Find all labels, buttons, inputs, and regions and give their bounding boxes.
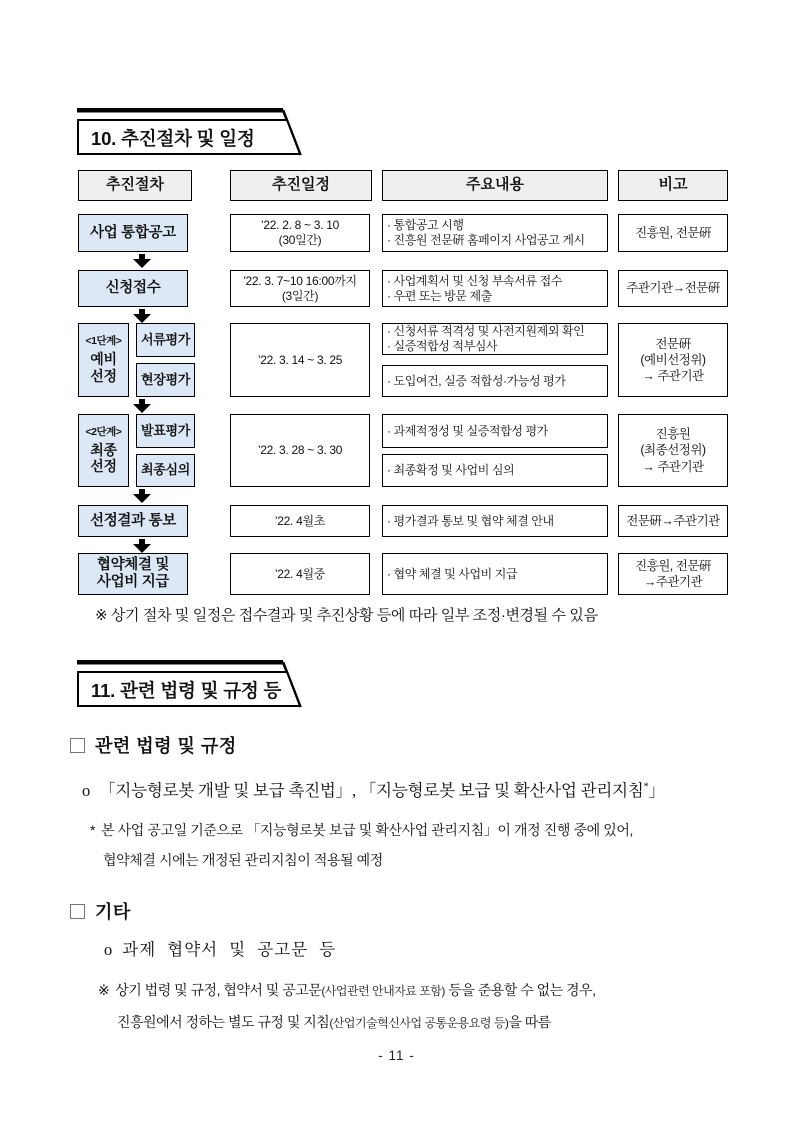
- row-application: [78, 270, 730, 307]
- row-agreement: [78, 553, 730, 595]
- remark-line: 전문硏: [655, 336, 691, 351]
- remark-cell: [618, 414, 728, 487]
- remark-cell: [618, 553, 728, 595]
- substage-final-review: 최종심의: [136, 454, 195, 487]
- content-cell: [382, 414, 608, 448]
- row-result-notification: [78, 505, 730, 537]
- header-content: 주요내용: [382, 170, 608, 201]
- schedule-line: (3일간): [281, 288, 319, 303]
- schedule-cell: [230, 270, 370, 307]
- content-line: · 실증적합성 적부심사: [387, 339, 498, 353]
- table-note: ※ 상기 절차 및 일정은 접수결과 및 추진상황 등에 따라 일부 조정·변경될 수 있음: [95, 607, 598, 624]
- content-cell: [382, 365, 608, 397]
- schedule-cell: ’22. 3. 14 ~ 3. 25: [230, 323, 370, 397]
- content-line: · 과제적정성 및 실증적합성 평가: [387, 423, 548, 438]
- content-line: · 평가결과 통보 및 협약 체결 안내: [387, 513, 554, 528]
- remark-cell: 전문硏→주관기관: [618, 505, 728, 537]
- content-line: · 우편 또는 방문 제출: [387, 288, 492, 303]
- content-line: · 도입여건, 실증 적합성·가능성 평가: [387, 373, 566, 388]
- content-cell: [382, 454, 608, 487]
- row-announcement: [78, 214, 730, 252]
- remark-cell: [618, 323, 728, 397]
- schedule-line: (30일간): [278, 233, 322, 247]
- content-line: · 진흥원 전문硏 홈페이지 사업공고 게시: [387, 233, 585, 247]
- section11-title: 11. 관련 법령 및 규정 등: [91, 680, 282, 701]
- footnote-marker: *: [90, 822, 96, 838]
- stage-line: 협약체결 및: [96, 556, 170, 573]
- square-bullet-icon: [70, 738, 85, 753]
- down-arrow: [132, 399, 152, 413]
- content-line: · 협약 체결 및 사업비 지급: [387, 566, 518, 581]
- remark-line: → 주관기관: [642, 459, 704, 474]
- reference-marker: ※: [98, 982, 110, 998]
- phase-name-line: 선정: [90, 458, 117, 475]
- remark-cell: 진흥원, 전문硏: [618, 214, 728, 252]
- content-cell: [382, 270, 608, 307]
- remark-line: 진흥원, 전문硏: [635, 558, 711, 573]
- footnote-text: 협약체결 시에는 개정된 관리지침이 적용될 예정: [103, 852, 383, 868]
- footnote-line-1: [90, 820, 633, 840]
- substage-site-eval: 현장평가: [136, 363, 195, 397]
- section11-banner: [77, 658, 317, 710]
- header-schedule: 추진일정: [230, 170, 372, 201]
- remark-line: → 주관기관: [642, 369, 704, 384]
- stage-cell: 사업 통합공고: [78, 214, 188, 252]
- schedule-cell: ’22. 3. 28 ~ 3. 30: [230, 414, 370, 487]
- remark-line: (예비선정위): [640, 352, 706, 367]
- remark-line: →주관기관: [643, 575, 703, 589]
- phase-cell: [78, 323, 129, 397]
- phase-name-line: 선정: [90, 367, 117, 384]
- square-bullet-icon: [70, 904, 85, 919]
- reference-text: 상기 법령 및 규정, 협약서 및 공고문: [115, 982, 322, 998]
- subsection-heading-text: 기타: [95, 902, 131, 922]
- remark-line: 진흥원: [655, 427, 691, 442]
- subsection-heading-laws: [70, 732, 237, 758]
- law-reference-line: [82, 777, 665, 801]
- asterisk-superscript: *: [643, 781, 649, 793]
- row-final-selection: [78, 414, 730, 487]
- content-line: · 사업계획서 및 신청 부속서류 접수: [387, 273, 562, 288]
- closing-bracket: 」: [648, 781, 665, 800]
- reference-text: 을 따름: [508, 1014, 551, 1030]
- content-cell: [382, 323, 608, 355]
- reference-note-line-1: [98, 980, 595, 1000]
- down-arrow: [132, 539, 152, 553]
- reference-note-line-2: [117, 1012, 551, 1032]
- phase-name-line: 최종: [90, 441, 117, 458]
- subsection-heading-etc: [70, 898, 131, 924]
- remark-cell: 주관기관→전문硏: [618, 270, 728, 307]
- remark-line: (최종선정위): [640, 443, 706, 458]
- schedule-line: ’22. 3. 7~10 16:00까지: [243, 273, 357, 288]
- phase-tag: <2단계>: [85, 425, 122, 438]
- etc-item-line: [104, 936, 336, 960]
- down-arrow: [132, 254, 152, 268]
- footnote-text: 본 사업 공고일 기준으로 「지능형로봇 보급 및 확산사업 관리지침」이 개정 진행 중에 있어,: [101, 822, 633, 838]
- reference-text: 등을 준용할 수 없는 경우,: [444, 982, 596, 998]
- down-arrow: [132, 309, 152, 323]
- phase-cell: [78, 414, 129, 487]
- down-arrow: [132, 489, 152, 503]
- footnote-line-2: [103, 850, 383, 870]
- schedule-line: ’22. 2. 8 ~ 3. 10: [261, 218, 339, 232]
- stage-cell: [78, 553, 188, 595]
- section10-banner: [77, 106, 317, 158]
- header-procedure: 추진절차: [78, 170, 192, 201]
- reference-paren-text: (사업관련 안내자료 포함): [321, 984, 445, 998]
- schedule-cell: ’22. 4월중: [230, 553, 370, 595]
- stage-cell: 선정결과 통보: [78, 505, 188, 537]
- schedule-cell: ’22. 4월초: [230, 505, 370, 537]
- schedule-cell: [230, 214, 370, 252]
- substage-presentation-eval: 발표평가: [136, 414, 195, 448]
- stage-cell: 신청접수: [78, 270, 188, 307]
- law-titles: 「지능형로봇 개발 및 보급 촉진법」, 「지능형로봇 보급 및 확산사업 관리지침: [99, 781, 644, 800]
- table-header-row: [78, 170, 730, 201]
- phase-tag: <1단계>: [85, 335, 122, 348]
- reference-paren-text: (산업기술혁신사업 공통운용요령 등): [329, 1016, 509, 1030]
- row-preliminary-selection: [78, 323, 730, 397]
- section10-title: 10. 추진절차 및 일정: [91, 128, 255, 149]
- page-number: - 11 -: [378, 1048, 415, 1063]
- circle-bullet: o: [82, 781, 91, 800]
- content-cell: [382, 214, 608, 252]
- reference-text: 진흥원에서 정하는 별도 규정 및 지침: [117, 1014, 330, 1030]
- content-cell: [382, 553, 608, 595]
- phase-name-line: 예비: [90, 351, 117, 367]
- circle-bullet: o: [104, 940, 114, 959]
- stage-line: 사업비 지급: [96, 574, 170, 590]
- subsection-heading-text: 관련 법령 및 규정: [95, 736, 237, 756]
- etc-item-text: 과제 협약서 및 공고문 등: [122, 940, 337, 959]
- header-remark: 비고: [618, 170, 728, 201]
- substage-document-eval: 서류평가: [136, 323, 195, 357]
- content-line: · 최종확정 및 사업비 심의: [387, 463, 515, 477]
- content-line: · 통합공고 시행: [387, 218, 464, 232]
- content-line: · 신청서류 적격성 및 사전지원제외 확인: [387, 324, 585, 338]
- content-cell: [382, 505, 608, 537]
